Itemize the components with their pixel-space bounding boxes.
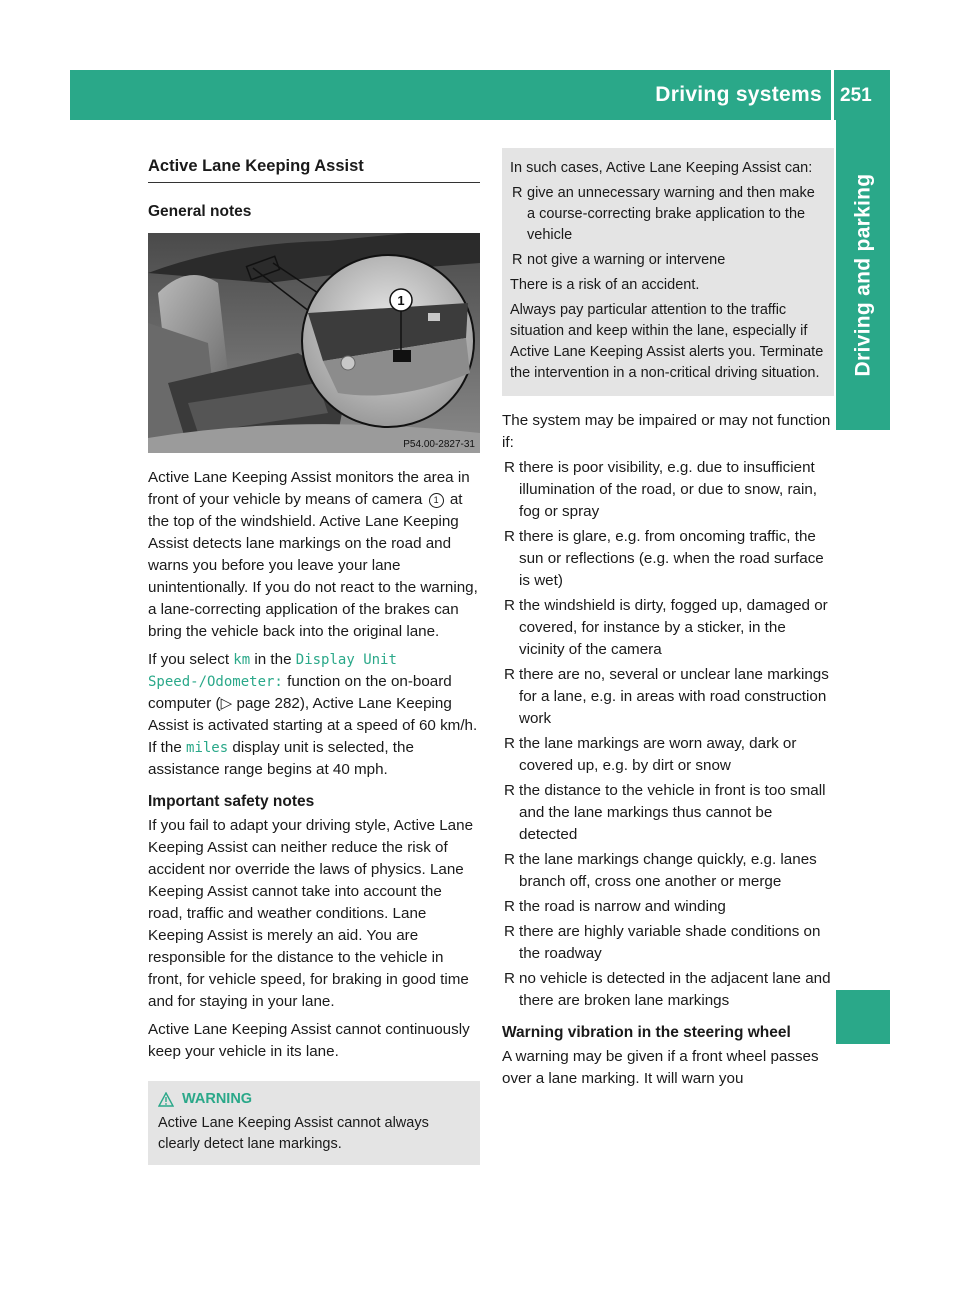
list-item (502, 896, 834, 918)
para2-text-a: If you select (148, 651, 230, 668)
bullet-marker: R (504, 597, 515, 614)
subheading-safety-notes: Important safety notes (148, 793, 315, 810)
list-item-text: the lane markings change quickly, e.g. lanes branch off, cross one another or merge (519, 851, 817, 890)
warning-header (158, 1089, 470, 1110)
box-advice: Always pay particular attention to the traffic situation and keep within the lane, especially if Active Lane Keeping Assist alerts you. Terminate the intervention in a non-critical driving situation. (510, 302, 824, 381)
para2-text-d: page 282), Active Lane Keeping Assist is activated starting at a speed of 60 km/h. If the (148, 695, 478, 756)
box-risk: There is a risk of an accident. (510, 277, 700, 293)
list-item (502, 595, 834, 661)
left-column (148, 155, 480, 1165)
list-item (502, 526, 834, 592)
camera-illustration (148, 233, 480, 453)
paragraph-limitation: Active Lane Keeping Assist cannot continuously keep your vehicle in its lane. (148, 1021, 470, 1060)
list-item-text: there are highly variable shade conditions on the roadway (519, 923, 821, 962)
paragraph-monitoring (148, 467, 480, 643)
list-item-text: there is glare, e.g. from oncoming traffic, the sun or reflections (e.g. when the road surface is wet) (519, 528, 824, 589)
list-item-text: there are no, several or unclear lane markings for a lane, e.g. in areas with road construction work (519, 666, 829, 727)
para2-text-c: function on the on-board computer ( (148, 673, 452, 712)
bullet-marker: R (504, 898, 515, 915)
paragraph-km-setting (148, 649, 480, 781)
bullet-marker: R (504, 923, 515, 940)
bullet-marker: R (504, 782, 515, 799)
box-bullet (510, 250, 826, 271)
para1-text-a: Active Lane Keeping Assist monitors the area in front of your vehicle by means of camera (148, 469, 470, 508)
bullet-marker: R (504, 970, 515, 987)
side-marker (836, 990, 890, 1044)
callout-ref-1: 1 (429, 493, 444, 508)
list-item-text: the lane markings are worn away, dark or covered up, e.g. by dirt or snow (519, 735, 797, 774)
bullet-marker: R (504, 666, 515, 683)
list-item-text: there is poor visibility, e.g. due to insufficient illumination of the road, or due to snow, rain, fog or spray (519, 459, 818, 520)
warning-continuation-box (502, 148, 834, 396)
bullet-marker: R (512, 185, 523, 201)
subheading-vibration: Warning vibration in the steering wheel (502, 1024, 791, 1041)
warning-label: WARNING (182, 1091, 253, 1107)
bullet-marker: R (504, 528, 515, 545)
list-item-text: no vehicle is detected in the adjacent lane and there are broken lane markings (519, 970, 831, 1009)
list-item (502, 780, 834, 846)
figure-code: P54.00-2827-31 (403, 439, 475, 450)
bullet-marker: R (504, 851, 515, 868)
paragraph-vibration: A warning may be given if a front wheel passes over a lane marking. It will warn you (502, 1048, 819, 1087)
paragraph-safety: If you fail to adapt your driving style, Active Lane Keeping Assist can neither reduce the risk of accident nor override the laws of physics. Lane Keeping Assist cannot take into account the road, traffic and weather conditions. Lane Keeping Assist is merely an aid. You are responsible for the distance to the vehicle in front, for vehicle speed, for braking in good time and for staying in your lane. (148, 817, 474, 1010)
setting-speed-odometer: Speed-/Odometer: (148, 674, 283, 690)
side-tab-label (836, 120, 890, 430)
para2-text-e: display unit is selected, the assistance range begins at 40 mph. (148, 739, 414, 778)
list-item-text: the road is narrow and winding (519, 898, 726, 915)
list-item (502, 457, 834, 523)
list-item (502, 733, 834, 777)
warning-text: Active Lane Keeping Assist cannot always clearly detect lane markings. (158, 1115, 429, 1152)
setting-miles: miles (186, 740, 229, 756)
right-column (502, 148, 834, 1090)
para2-text-b: in the (254, 651, 292, 668)
figure-camera (148, 233, 480, 453)
box-bullet (510, 183, 826, 246)
para1-text-b: at the top of the windshield. Active Lane Keeping Assist detects lane markings on the road and warns you before you leave your lane unintentionally. If you do not react to the warning, a lane-correcting application of the brakes can bring the vehicle back into the original lane. (148, 491, 478, 640)
box-bullet-text: give an unnecessary warning and then make a course-correcting brake application to the vehicle (527, 185, 815, 243)
box-intro: In such cases, Active Lane Keeping Assist can: (510, 160, 813, 176)
section-rule (148, 182, 480, 183)
figure-callout: 1 (397, 293, 405, 308)
warning-triangle-icon (158, 1092, 174, 1107)
setting-km: km (233, 652, 251, 668)
section-title: Active Lane Keeping Assist (148, 157, 364, 175)
bullet-marker: R (504, 735, 515, 752)
header-divider (831, 70, 834, 120)
warning-box (148, 1081, 480, 1165)
impaired-list (502, 457, 834, 1012)
page-ref-arrow-icon: ▷ (220, 695, 233, 712)
list-item (502, 849, 834, 893)
page-header-title: Driving systems (655, 83, 822, 106)
subheading-general-notes: General notes (148, 203, 252, 220)
impaired-intro: The system may be impaired or may not function if: (502, 412, 831, 451)
list-item (502, 968, 834, 1012)
page-number: 251 (840, 85, 872, 106)
bullet-marker: R (512, 252, 523, 268)
side-tab-text: Driving and parking (851, 173, 874, 377)
list-item-text: the windshield is dirty, fogged up, damaged or covered, for instance by a sticker, in the vicinity of the camera (519, 597, 828, 658)
list-item (502, 664, 834, 730)
bullet-marker: R (504, 459, 515, 476)
list-item (502, 921, 834, 965)
setting-display-unit: Display Unit (295, 652, 397, 668)
list-item-text: the distance to the vehicle in front is too small and the lane markings thus cannot be detected (519, 782, 826, 843)
box-bullet-text: not give a warning or intervene (527, 252, 726, 268)
